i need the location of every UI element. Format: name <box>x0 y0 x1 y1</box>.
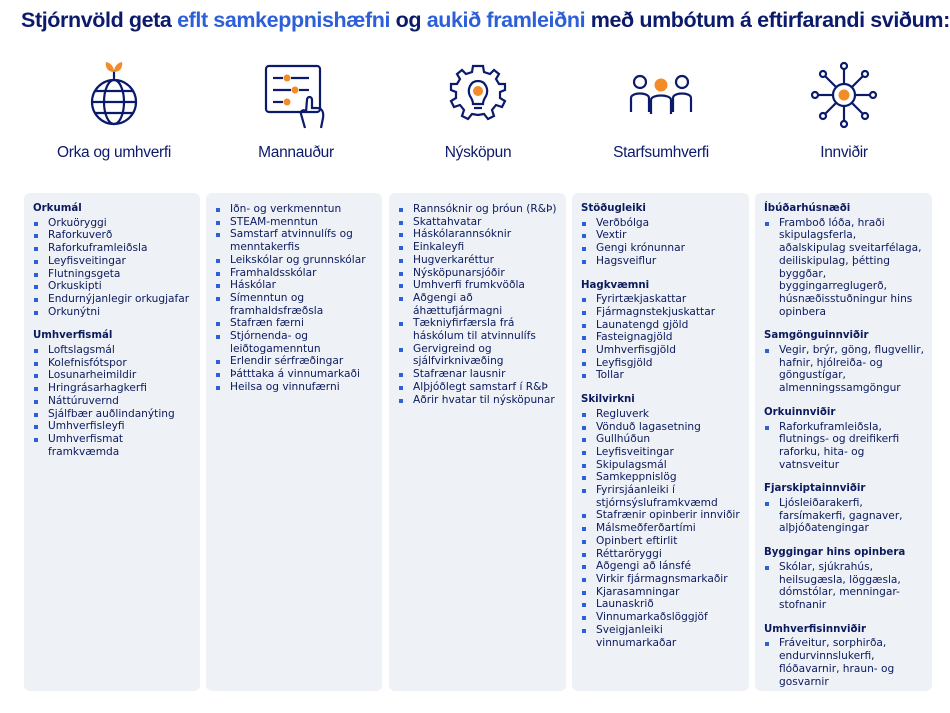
column-header-human-capital <box>206 60 386 162</box>
list-item: Gengi krónunnar <box>581 242 741 255</box>
list-item: Einkaleyfi <box>398 241 558 254</box>
list-item: Vegir, brýr, göng, flugvellir, hafnir, hjólreiða- og göngustígar, almenningssamgöngur <box>764 344 924 395</box>
card-section <box>398 203 558 406</box>
column-label: Mannauður <box>258 144 334 161</box>
column-label: Innviðir <box>820 144 868 161</box>
network-nodes-icon <box>809 60 879 130</box>
card-innovation <box>389 193 566 691</box>
section-heading: Byggingar hins opinbera <box>764 547 906 559</box>
list-item: Leyfisveitingar <box>581 446 741 459</box>
card-section <box>764 407 924 472</box>
lightbulb-gear-icon <box>443 60 513 130</box>
list-item: Endurnýjanlegir orkugjafar <box>33 293 192 306</box>
list-item: Hagsveiflur <box>581 255 741 268</box>
list-item: Sjálfbær auðlindanýting <box>33 408 192 421</box>
list-item: Fyrirtækjaskattar <box>581 293 741 306</box>
list-item: Stafrænir opinberir innviðir <box>581 509 741 522</box>
list-item: Háskólar <box>215 279 374 292</box>
column-label: Starfsumhverfi <box>613 144 709 161</box>
list-item: Stjórnenda- og leiðtogamenntun <box>215 330 374 355</box>
list-item: Regluverk <box>581 408 741 421</box>
section-heading: Umhverfisinnviðir <box>764 623 866 635</box>
list-item: Orkunýtni <box>33 306 192 319</box>
list-item: Vinnumarkaðslöggjöf <box>581 611 741 624</box>
card-section <box>33 203 192 318</box>
list-item: Stafræn færni <box>215 317 374 330</box>
bullet-list <box>215 203 374 394</box>
list-item: STEAM-menntun <box>215 216 374 229</box>
bullet-list <box>581 293 741 382</box>
list-item: Samkeppnislög <box>581 471 741 484</box>
bullet-list <box>33 217 192 319</box>
list-item: Framboð lóða, hraði skipulagsferla, aðalskipulag sveitarfélaga, deiliskipulag, þétting byggðar, byggingarreglugerð, húsnæðisstuðningur hins opinbera <box>764 217 924 319</box>
list-item: Gervigreind og sjálfvirknivæðing <box>398 343 558 368</box>
card-section <box>33 330 192 458</box>
list-item: Tollar <box>581 369 741 382</box>
column-header-business-environment <box>571 60 751 162</box>
list-item: Vönduð lagasetning <box>581 421 741 434</box>
column-label: Nýsköpun <box>444 144 512 161</box>
section-heading: Skilvirkni <box>581 394 635 406</box>
list-item: Umhverfisleyfi <box>33 420 192 433</box>
list-item: Samstarf atvinnulífs og menntakerfis <box>215 228 374 253</box>
list-item: Verðbólga <box>581 217 741 230</box>
list-item: Launaskrið <box>581 598 741 611</box>
list-item: Flutningsgeta <box>33 268 192 281</box>
card-energy-environment <box>24 193 200 691</box>
list-item: Raforkuframleiðsla <box>33 242 192 255</box>
list-item: Orkuöryggi <box>33 217 192 230</box>
title-highlight-productivity: aukið framleiðni <box>426 8 586 32</box>
list-item: Losunarheimildir <box>33 369 192 382</box>
bullet-list <box>398 203 558 406</box>
page-title <box>21 8 950 33</box>
bullet-list <box>33 344 192 458</box>
list-item: Leikskólar og grunnskólar <box>215 254 374 267</box>
list-item: Símenntun og framhaldsfræðsla <box>215 292 374 317</box>
list-item: Orkuskipti <box>33 280 192 293</box>
list-item: Sveigjanleiki vinnumarkaðar <box>581 624 741 649</box>
list-item: Aðrir hvatar til nýsköpunar <box>398 394 558 407</box>
list-item: Heilsa og vinnufærni <box>215 381 374 394</box>
list-item: Raforkuverð <box>33 229 192 242</box>
list-item: Umhverfismat framkvæmda <box>33 433 192 458</box>
list-item: Kolefnisfótspor <box>33 357 192 370</box>
column-label: Orka og umhverfi <box>56 144 172 161</box>
title-highlight-competitiveness: eflt samkeppnishæfni <box>177 8 391 32</box>
list-item: Vextir <box>581 229 741 242</box>
card-business-environment <box>572 193 749 691</box>
list-item: Erlendir sérfræðingar <box>215 355 374 368</box>
section-heading: Fjarskiptainnviðir <box>764 483 866 495</box>
list-item: Nýsköpunarsjóðir <box>398 267 558 280</box>
people-group-icon <box>626 60 696 130</box>
list-item: Leyfisveitingar <box>33 255 192 268</box>
list-item: Raforkuframleiðsla, flutnings- og dreifikerfi raforku, hita- og vatnsveitur <box>764 421 924 472</box>
section-heading: Íbúðarhúsnæði <box>764 203 851 214</box>
card-section <box>764 547 924 612</box>
title-text: Stjórnvöld geta <box>21 8 178 32</box>
card-section <box>215 203 374 394</box>
list-item: Umhverfisgjöld <box>581 344 741 357</box>
list-item: Aðgengi að lánsfé <box>581 560 741 573</box>
card-human-capital <box>206 193 382 691</box>
list-item: Framhaldsskólar <box>215 267 374 280</box>
list-item: Náttúruvernd <box>33 395 192 408</box>
column-header-infrastructure <box>754 60 934 162</box>
section-heading: Orkuinnviðir <box>764 406 836 418</box>
section-heading: Stöðugleiki <box>581 203 646 214</box>
column-header-energy <box>24 60 204 162</box>
list-item: Málsmeðferðartími <box>581 522 741 535</box>
list-item: Aðgengi að áhættufjármagni <box>398 292 558 317</box>
list-item: Fyrirsjáanleiki í stjórnsýsluframkvæmd <box>581 484 741 509</box>
section-heading: Samgönguinnviðir <box>764 330 869 342</box>
list-item: Fasteignagjöld <box>581 331 741 344</box>
list-item: Háskólarannsóknir <box>398 228 558 241</box>
list-item: Fráveitur, sorphirða, endurvinnslukerfi, flóðavarnir, hraun- og gosvarnir <box>764 637 924 688</box>
list-item: Opinbert eftirlit <box>581 535 741 548</box>
list-item: Rannsóknir og þróun (R&Þ) <box>398 203 558 216</box>
list-item: Ljósleiðarakerfi, farsímakerfi, gagnaver, alþjóðatengingar <box>764 497 924 535</box>
list-item: Stafrænar lausnir <box>398 368 558 381</box>
list-item: Þátttaka á vinnumarkaði <box>215 368 374 381</box>
card-section <box>764 483 924 535</box>
column-header-innovation <box>388 60 568 162</box>
list-item: Skattahvatar <box>398 216 558 229</box>
card-section <box>581 394 741 649</box>
title-text: og <box>390 8 427 32</box>
section-heading: Orkumál <box>33 203 82 214</box>
list-item: Umhverfi frumkvöðla <box>398 279 558 292</box>
list-item: Gullhúðun <box>581 433 741 446</box>
touch-panel-icon <box>261 60 331 130</box>
title-text: með umbótum á eftirfarandi sviðum: <box>585 8 950 32</box>
bullet-list <box>764 217 924 319</box>
section-heading: Umhverfismál <box>33 330 113 342</box>
list-item: Skipulagsmál <box>581 459 741 472</box>
card-section <box>581 203 741 268</box>
bullet-list <box>581 217 741 268</box>
card-infrastructure <box>755 193 932 691</box>
bullet-list <box>764 344 924 395</box>
card-section <box>764 330 924 395</box>
list-item: Loftslagsmál <box>33 344 192 357</box>
section-heading: Hagkvæmni <box>581 279 650 291</box>
list-item: Fjármagnstekjuskattar <box>581 306 741 319</box>
bullet-list <box>764 497 924 535</box>
list-item: Tækniyfirfærsla frá háskólum til atvinnulífs <box>398 317 558 342</box>
list-item: Réttaröryggi <box>581 548 741 561</box>
list-item: Kjarasamningar <box>581 586 741 599</box>
globe-sprout-icon <box>79 60 149 130</box>
card-section <box>764 203 924 318</box>
list-item: Alþjóðlegt samstarf í R&Þ <box>398 381 558 394</box>
bullet-list <box>764 561 924 612</box>
list-item: Hringrásarhagkerfi <box>33 382 192 395</box>
list-item: Launatengd gjöld <box>581 319 741 332</box>
card-section <box>764 624 924 689</box>
card-section <box>581 280 741 383</box>
bullet-list <box>581 408 741 649</box>
list-item: Hugverkaréttur <box>398 254 558 267</box>
bullet-list <box>764 637 924 688</box>
list-item: Iðn- og verkmenntun <box>215 203 374 216</box>
list-item: Leyfisgjöld <box>581 357 741 370</box>
list-item: Virkir fjármagnsmarkaðir <box>581 573 741 586</box>
bullet-list <box>764 421 924 472</box>
list-item: Skólar, sjúkrahús, heilsugæsla, löggæsla, dómstólar, menningar-stofnanir <box>764 561 924 612</box>
